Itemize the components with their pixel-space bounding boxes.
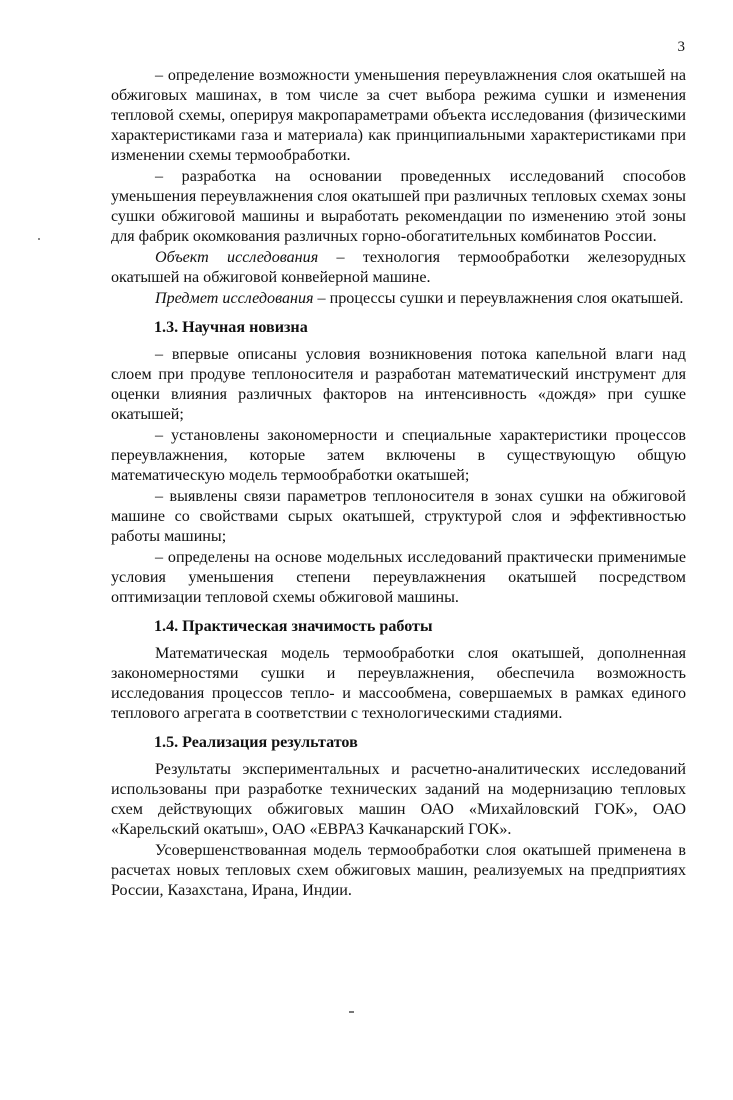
results-paragraph: Усовершенствованная модель термообработки слоя окатышей применена в расчетах новых тепловых схем обжиговых машин, реализуемых на предприятиях России, Казахстана, Ирана, Индии. [111,842,686,899]
intro-item: – разработка на основании проведенных исследований способов уменьшения переувлажнения слоя окатышей при различных тепловых схемах зоны сушки обжиговой машины и выработать рекомендации по изменению этой зоны для фабрик окомкования различных горно-обогатительных комбинатов России. [111,168,686,245]
research-object [111,248,686,288]
page-number: 3 [677,39,685,55]
research-subject-text: – процессы сушки и переувлажнения слоя окатышей. [313,290,684,307]
section-heading-novelty: 1.3. Научная новизна [154,319,308,336]
scan-speck [349,1011,354,1013]
research-object-text: – технология термообработки железорудных окатышей на обжиговой конвейерной машине. [111,249,687,286]
intro-item: – определение возможности уменьшения переувлажнения слоя окатышей на обжиговых машинах, в том числе за счет выбора режима сушки и изменения тепловой схемы, оперируя макропараметрами объекта исследования (физическими характеристиками газа и материала) как принципиальными характеристиками при изменении схемы термообработки. [111,67,686,164]
page-content [111,66,686,901]
research-subject-label: Предмет исследования [155,290,314,307]
research-subject [111,289,686,309]
section-heading-practical: 1.4. Практическая значимость работы [154,618,433,635]
scan-speck [38,238,40,240]
research-object-label: Объект исследования [155,249,319,266]
results-paragraph: Результаты экспериментальных и расчетно-аналитических исследований использованы при разработке технических заданий на модернизацию тепловых схем действующих обжиговых машин ОАО «Михайловский ГОК», ОАО «Карельский окатыш», ОАО «ЕВРАЗ Качканарский ГОК». [111,761,686,838]
novelty-item: – установлены закономерности и специальные характеристики процессов переувлажнения, которые затем включены в существующую общую математическую модель термообработки окатышей; [111,427,686,484]
section-heading-results: 1.5. Реализация результатов [154,734,358,751]
novelty-item: – выявлены связи параметров теплоносителя в зонах сушки на обжиговой машине со свойствами сырых окатышей, структурой слоя и эффективностью работы машины; [111,488,686,545]
novelty-item: – определены на основе модельных исследований практически применимые условия уменьшения степени переувлажнения окатышей посредством оптимизации тепловой схемы обжиговой машины. [111,549,686,606]
novelty-item: – впервые описаны условия возникновения потока капельной влаги над слоем при продуве теплоносителя и разработан математический инструмент для оценки влияния различных факторов на интенсивность «дождя» при сушке окатышей; [111,346,686,423]
practical-text: Математическая модель термообработки слоя окатышей, дополненная закономерностями сушки и переувлажнения, обеспечила возможность исследования процессов тепло- и массообмена, совершаемых в рамках единого теплового агрегата в соответствии с технологическими стадиями. [111,645,686,722]
